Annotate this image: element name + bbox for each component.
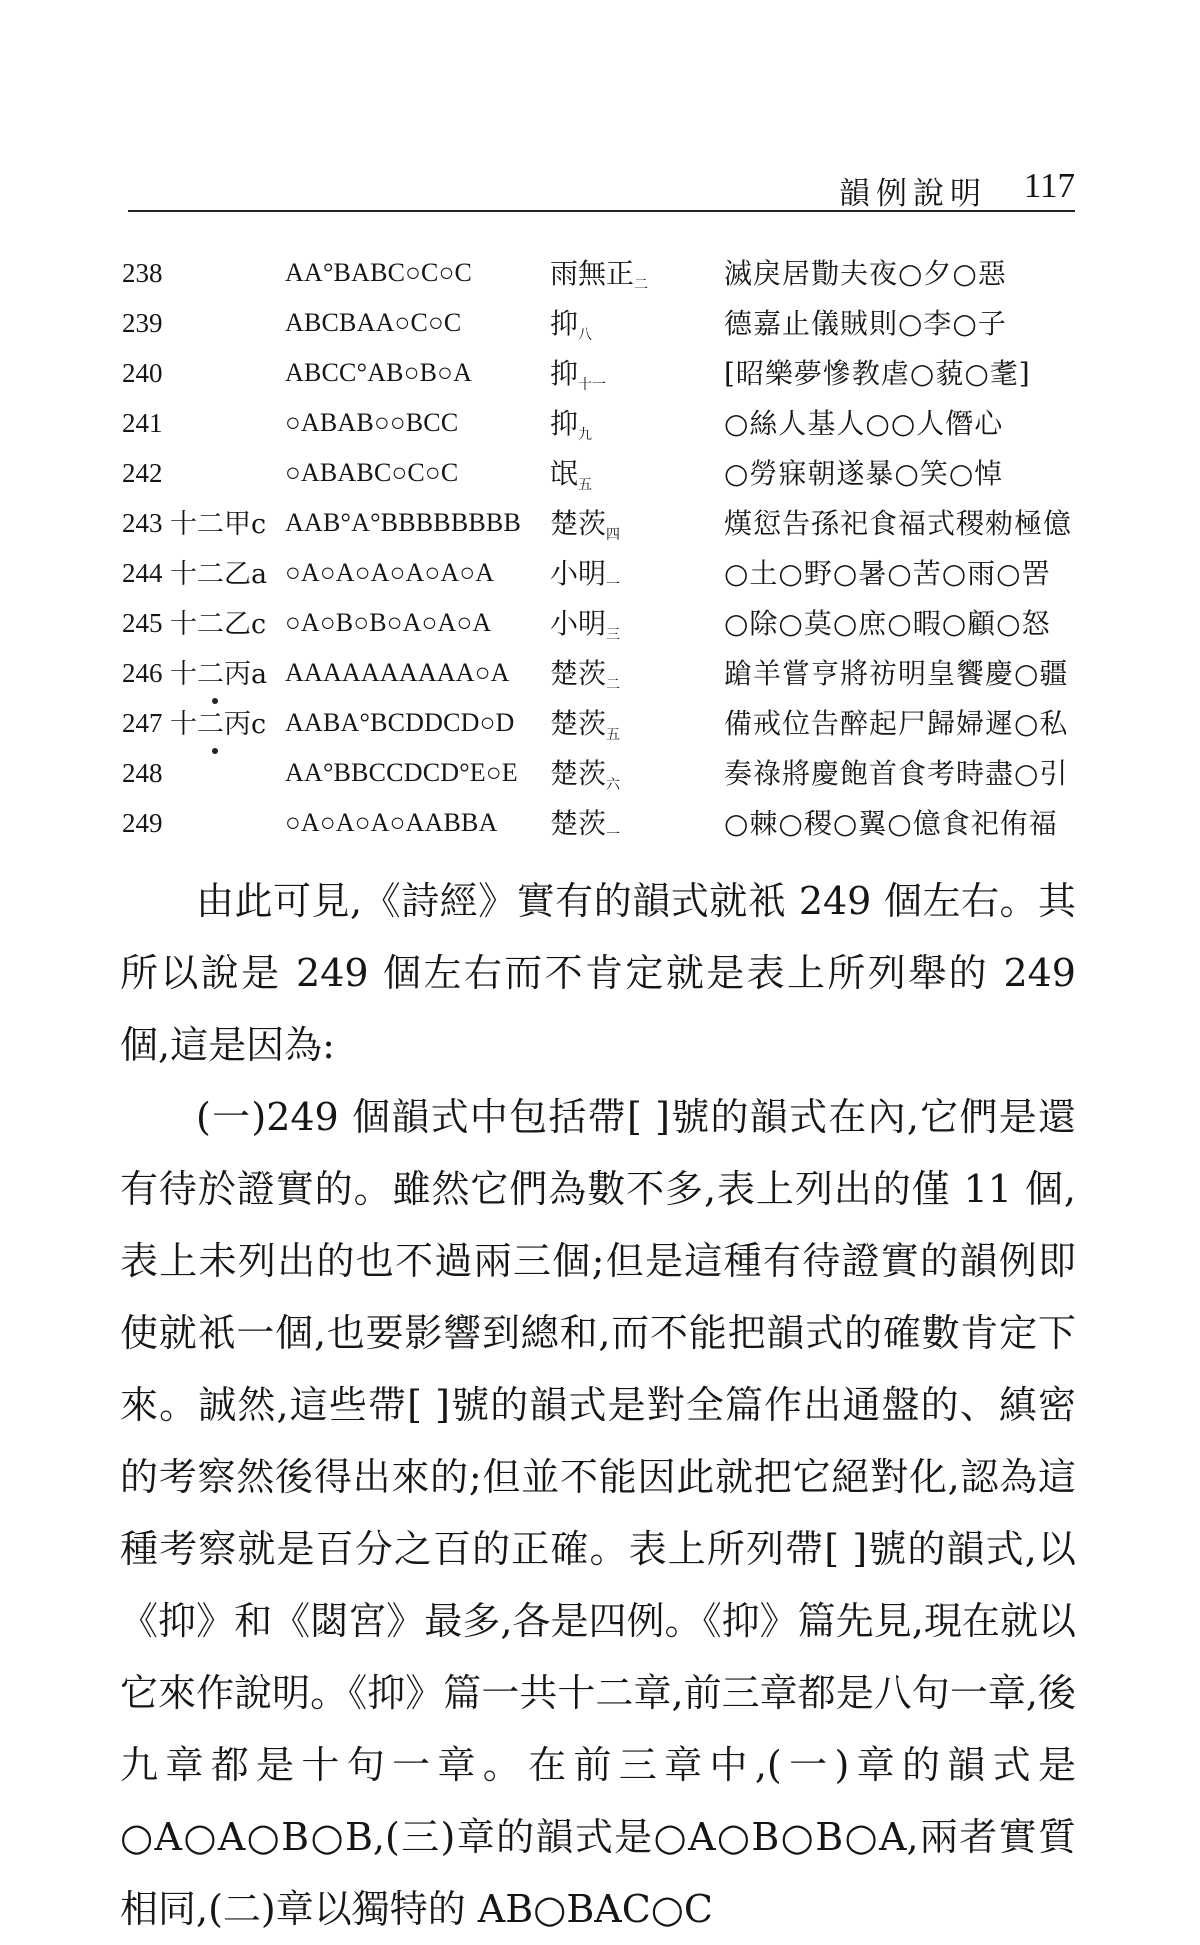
body-text	[120, 865, 1076, 1945]
row-number: 241	[122, 408, 163, 438]
poem-title: 抑$_九$	[550, 407, 593, 443]
chapter-number: 五	[578, 477, 593, 493]
rhyme-pattern: ABCBAA○C○C	[285, 308, 462, 337]
rhyme-pattern: ○ABAB○○BCC	[285, 408, 459, 437]
table-row	[120, 252, 1080, 302]
row-number: 249	[122, 808, 163, 838]
chapter-number: 四	[606, 527, 621, 543]
chapter-number: 二	[634, 277, 649, 293]
rhyme-characters: 熯愆告孫祀食福式稷勑極億	[724, 507, 1073, 540]
poem-title: 氓$_五$	[550, 457, 593, 493]
rhyme-characters: ○勞寐朝遂暴○笑○悼	[724, 457, 1004, 490]
table-row	[120, 352, 1080, 402]
rhyme-characters: ○除○莫○庶○暇○顧○怒	[724, 607, 1051, 640]
poem-title: 雨無正$_二$	[550, 257, 649, 293]
row-number: 246	[122, 658, 163, 688]
row-number: 244	[122, 558, 163, 588]
table-row	[120, 802, 1080, 852]
running-title: 韻例說明	[839, 176, 987, 212]
poem-title: 小明$_三$	[550, 607, 621, 643]
chapter-number: 一	[606, 827, 621, 843]
row-subtype: 十二丙a	[170, 659, 268, 690]
poem-title: 楚茨$_四$	[550, 507, 621, 543]
chapter-number: 九	[578, 427, 593, 443]
table-row	[120, 552, 1080, 602]
chapter-number: 二	[606, 677, 621, 693]
table-row	[120, 652, 1080, 702]
chapter-number: 五	[606, 727, 621, 743]
rhyme-characters: 蹌羊嘗亨將祊明皇饗慶○疆	[724, 657, 1069, 690]
rhyme-pattern: AA°BBCCDCD°E○E	[285, 758, 518, 787]
chapter-number: 一	[606, 577, 621, 593]
rhyme-characters: 奏祿將慶飽首食考時盡○引	[724, 757, 1069, 790]
row-number: 247	[122, 708, 163, 738]
table-row	[120, 402, 1080, 452]
poem-title: 楚茨$_六$	[550, 757, 621, 793]
poem-title: 楚茨$_一$	[550, 807, 621, 843]
rhyme-characters: 備戒位告醉起尸歸婦遲○私	[724, 707, 1069, 740]
row-number: 239	[122, 308, 163, 338]
running-header	[128, 166, 1075, 212]
poem-title: 楚茨$_五$	[550, 707, 621, 743]
poem-title: 抑$_八$	[550, 307, 593, 343]
rhyme-pattern: ○A○A○A○AABBA	[285, 808, 498, 837]
row-number: 242	[122, 458, 163, 488]
rhyme-pattern: AAB°A°BBBBBBBB	[285, 508, 522, 537]
page-number: 117	[1023, 166, 1075, 205]
row-number: 238	[122, 258, 163, 288]
row-number: 240	[122, 358, 163, 388]
poem-title: 抑$_{十一}$	[550, 357, 607, 393]
rhyme-characters: 德嘉止儀賊則○李○子	[724, 307, 1007, 340]
chapter-number: 三	[606, 627, 621, 643]
rhyme-pattern: AABA°BCDDCD○D	[285, 708, 515, 737]
row-subtype: 十二乙a	[170, 559, 268, 590]
row-number: 248	[122, 758, 163, 788]
row-number: 243	[122, 508, 163, 538]
rhyme-pattern: ○A○B○B○A○A○A	[285, 608, 492, 637]
table-row	[120, 452, 1080, 502]
rhyme-characters: [昭樂夢慘教虐○藐○耄]	[724, 357, 1031, 390]
table-row	[120, 302, 1080, 352]
row-subtype: 十二甲c	[170, 509, 267, 540]
row-subtype: 十二乙c	[170, 609, 267, 640]
rhyme-characters: ○絲人基人○○人僭心	[724, 407, 1004, 440]
rhyme-pattern: ABCC°AB○B○A	[285, 358, 473, 387]
rhyme-characters: 滅戾居勩夫夜○夕○惡	[724, 257, 1007, 290]
chapter-number: 八	[578, 327, 593, 343]
table-row	[120, 602, 1080, 652]
paragraph: (一)249 個韻式中包括帶[ ]號的韻式在內,它們是還有待於證實的。雖然它們為數不多,表上列出的僅 11 個,表上未列出的也不過兩三個;但是這種有待證實的韻例即使就衹一個,也要影響到總和,而不能把韻式的確數肯定下來。誠然,這些帶[ ]號的韻式是對全篇作出通盤的、縝密的考察然後得出來的;但並不能因此就把它絕對化,認為這種考察就是百分之百的正確。表上所列帶[ ]號的韻式,以《抑》和《閟宮》最多,各是四例。《抑》篇先見,現在就以它來作說明。《抑》篇一共十二章,前三章都是八句一章,後九章都是十句一章。在前三章中,(一)章的韻式是○A○A○B○B,(三)章的韻式是○A○B○B○A,兩者實質相同,(二)章以獨特的 AB○BAC○C	[120, 1095, 1076, 1931]
table-row	[120, 502, 1080, 552]
rhyme-pattern: ○ABABC○C○C	[285, 458, 459, 487]
poem-title: 小明$_一$	[550, 557, 621, 593]
chapter-number: 十一	[578, 377, 607, 393]
rhyme-characters: ○棘○稷○翼○億食祀侑福	[724, 807, 1058, 840]
rhyme-characters: ○土○野○暑○苦○雨○罟	[724, 557, 1051, 590]
rhyme-pattern: AA°BABC○C○C	[285, 258, 473, 287]
row-subtype: 十二丙c	[170, 709, 267, 740]
table-row	[120, 752, 1080, 802]
rhyme-pattern: AAAAAAAAAA○A	[285, 658, 510, 687]
row-number: 245	[122, 608, 163, 638]
poem-title: 楚茨$_二$	[550, 657, 621, 693]
paragraph: 由此可見,《詩經》實有的韻式就衹 249 個左右。其所以說是 249 個左右而不肯定就是表上所列舉的 249 個,這是因為:	[120, 879, 1076, 1067]
chapter-number: 六	[606, 777, 621, 793]
table-row	[120, 702, 1080, 752]
rhyme-pattern: ○A○A○A○A○A○A	[285, 558, 495, 587]
